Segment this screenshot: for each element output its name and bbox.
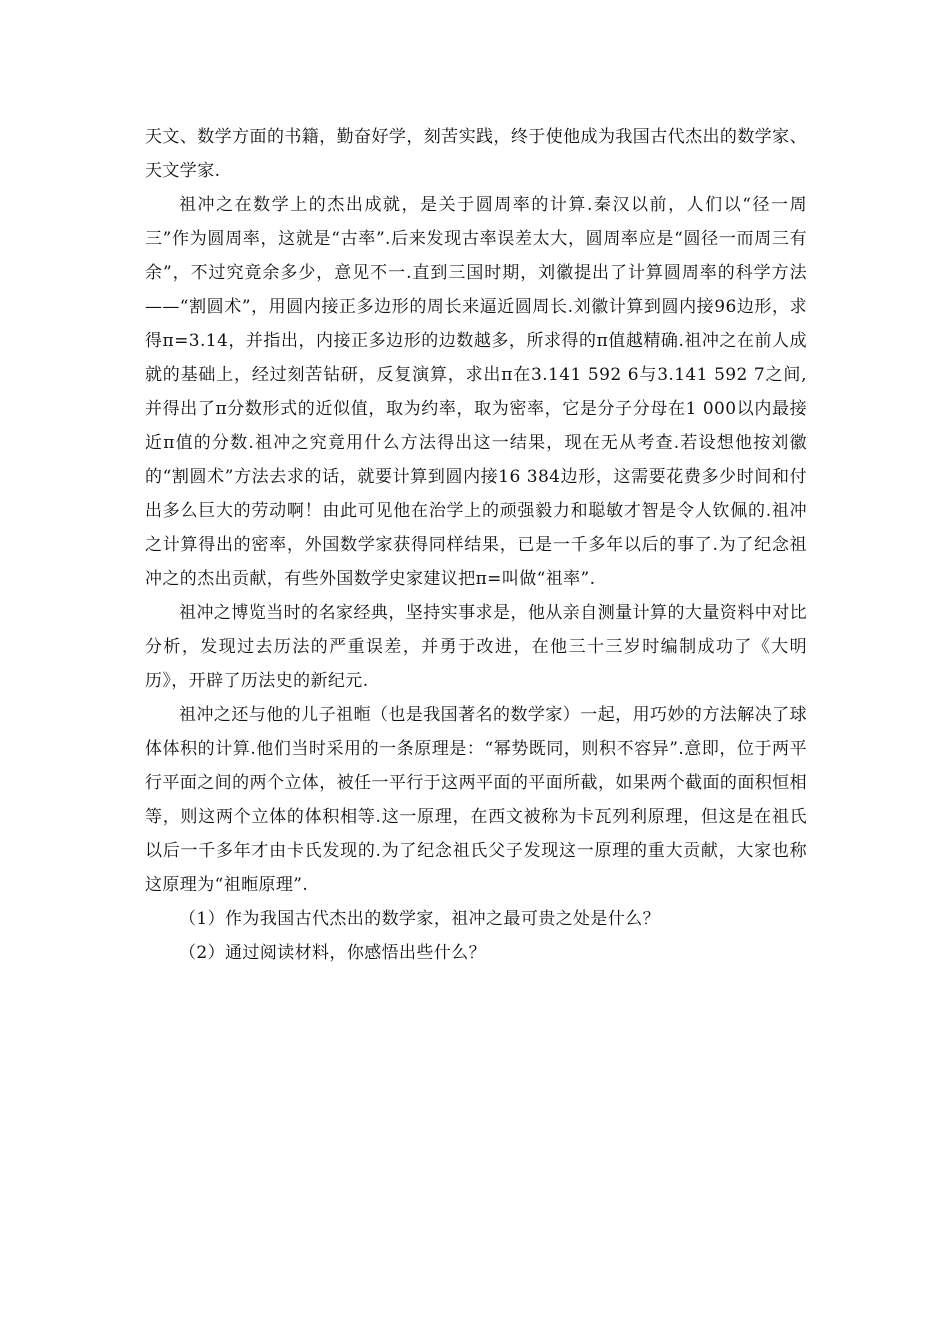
paragraph-zugeng-principle: 祖冲之还与他的儿子祖暅（也是我国著名的数学家）一起，用巧妙的方法解决了球体体积的计算.他们当时采用的一条原理是：“幂势既同，则积不容异”.意即，位于两平行平面之间的两个立体，被任一平行于这两平面的平面所截，如果两个截面的面积恒相等，则这两个立体的体积相等.这一原理，在西文被称为卡瓦列利原理，但这是在祖氏以后一千多年才由卡氏发现的.为了纪念祖氏父子发现这一原理的重大贡献，大家也称这原理为“祖暅原理”. <box>145 705 807 895</box>
paragraph-pi-calculation: 祖冲之在数学上的杰出成就，是关于圆周率的计算.秦汉以前，人们以“径一周三”作为圆周率，这就是“古率”.后来发现古率误差太大，圆周率应是“圆径一而周三有余”，不过究竟余多少，意见不一.直到三国时期，刘徽提出了计算圆周率的科学方法——“割圆术”，用圆内接正多边形的周长来逼近圆周长.刘徽计算到圆内接96边形，求得π=3.14，并指出，内接正多边形的边数越多，所求得的π值越精确.祖冲之在前人成就的基础上，经过刻苦钻研，反复演算，求出π在3.141 592 6与3.141 592 7之间,并得出了π分数形式的近似值，取为约率，取为密率，它是分子分母在1 000以内最接近π值的分数.祖冲之究竟用什么方法得出这一结果，现在无从考查.若设想他按刘徽的“割圆术”方法去求的话，就要计算到圆内接16 384边形，这需要花费多少时间和付出多么巨大的劳动啊！由此可见他在治学上的顽强毅力和聪敏才智是令人钦佩的.祖冲之计算得出的密率，外国数学家获得同样结果，已是一千多年以后的事了.为了纪念祖冲之的杰出贡献，有些外国数学史家建议把π=叫做“祖率”. <box>145 195 807 589</box>
paragraph-continuation: 天文、数学方面的书籍，勤奋好学，刻苦实践，终于使他成为我国古代杰出的数学家、天文学家. <box>145 127 807 181</box>
question-2: （2）通过阅读材料，你感悟出些什么？ <box>179 943 487 963</box>
question-1: （1）作为我国古代杰出的数学家，祖冲之最可贵之处是什么？ <box>179 909 661 929</box>
document-body <box>145 120 807 970</box>
paragraph-daming-calendar: 祖冲之博览当时的名家经典，坚持实事求是，他从亲自测量计算的大量资料中对比分析，发现过去历法的严重误差，并勇于改进，在他三十三岁时编制成功了《大明历》，开辟了历法史的新纪元. <box>145 603 807 691</box>
